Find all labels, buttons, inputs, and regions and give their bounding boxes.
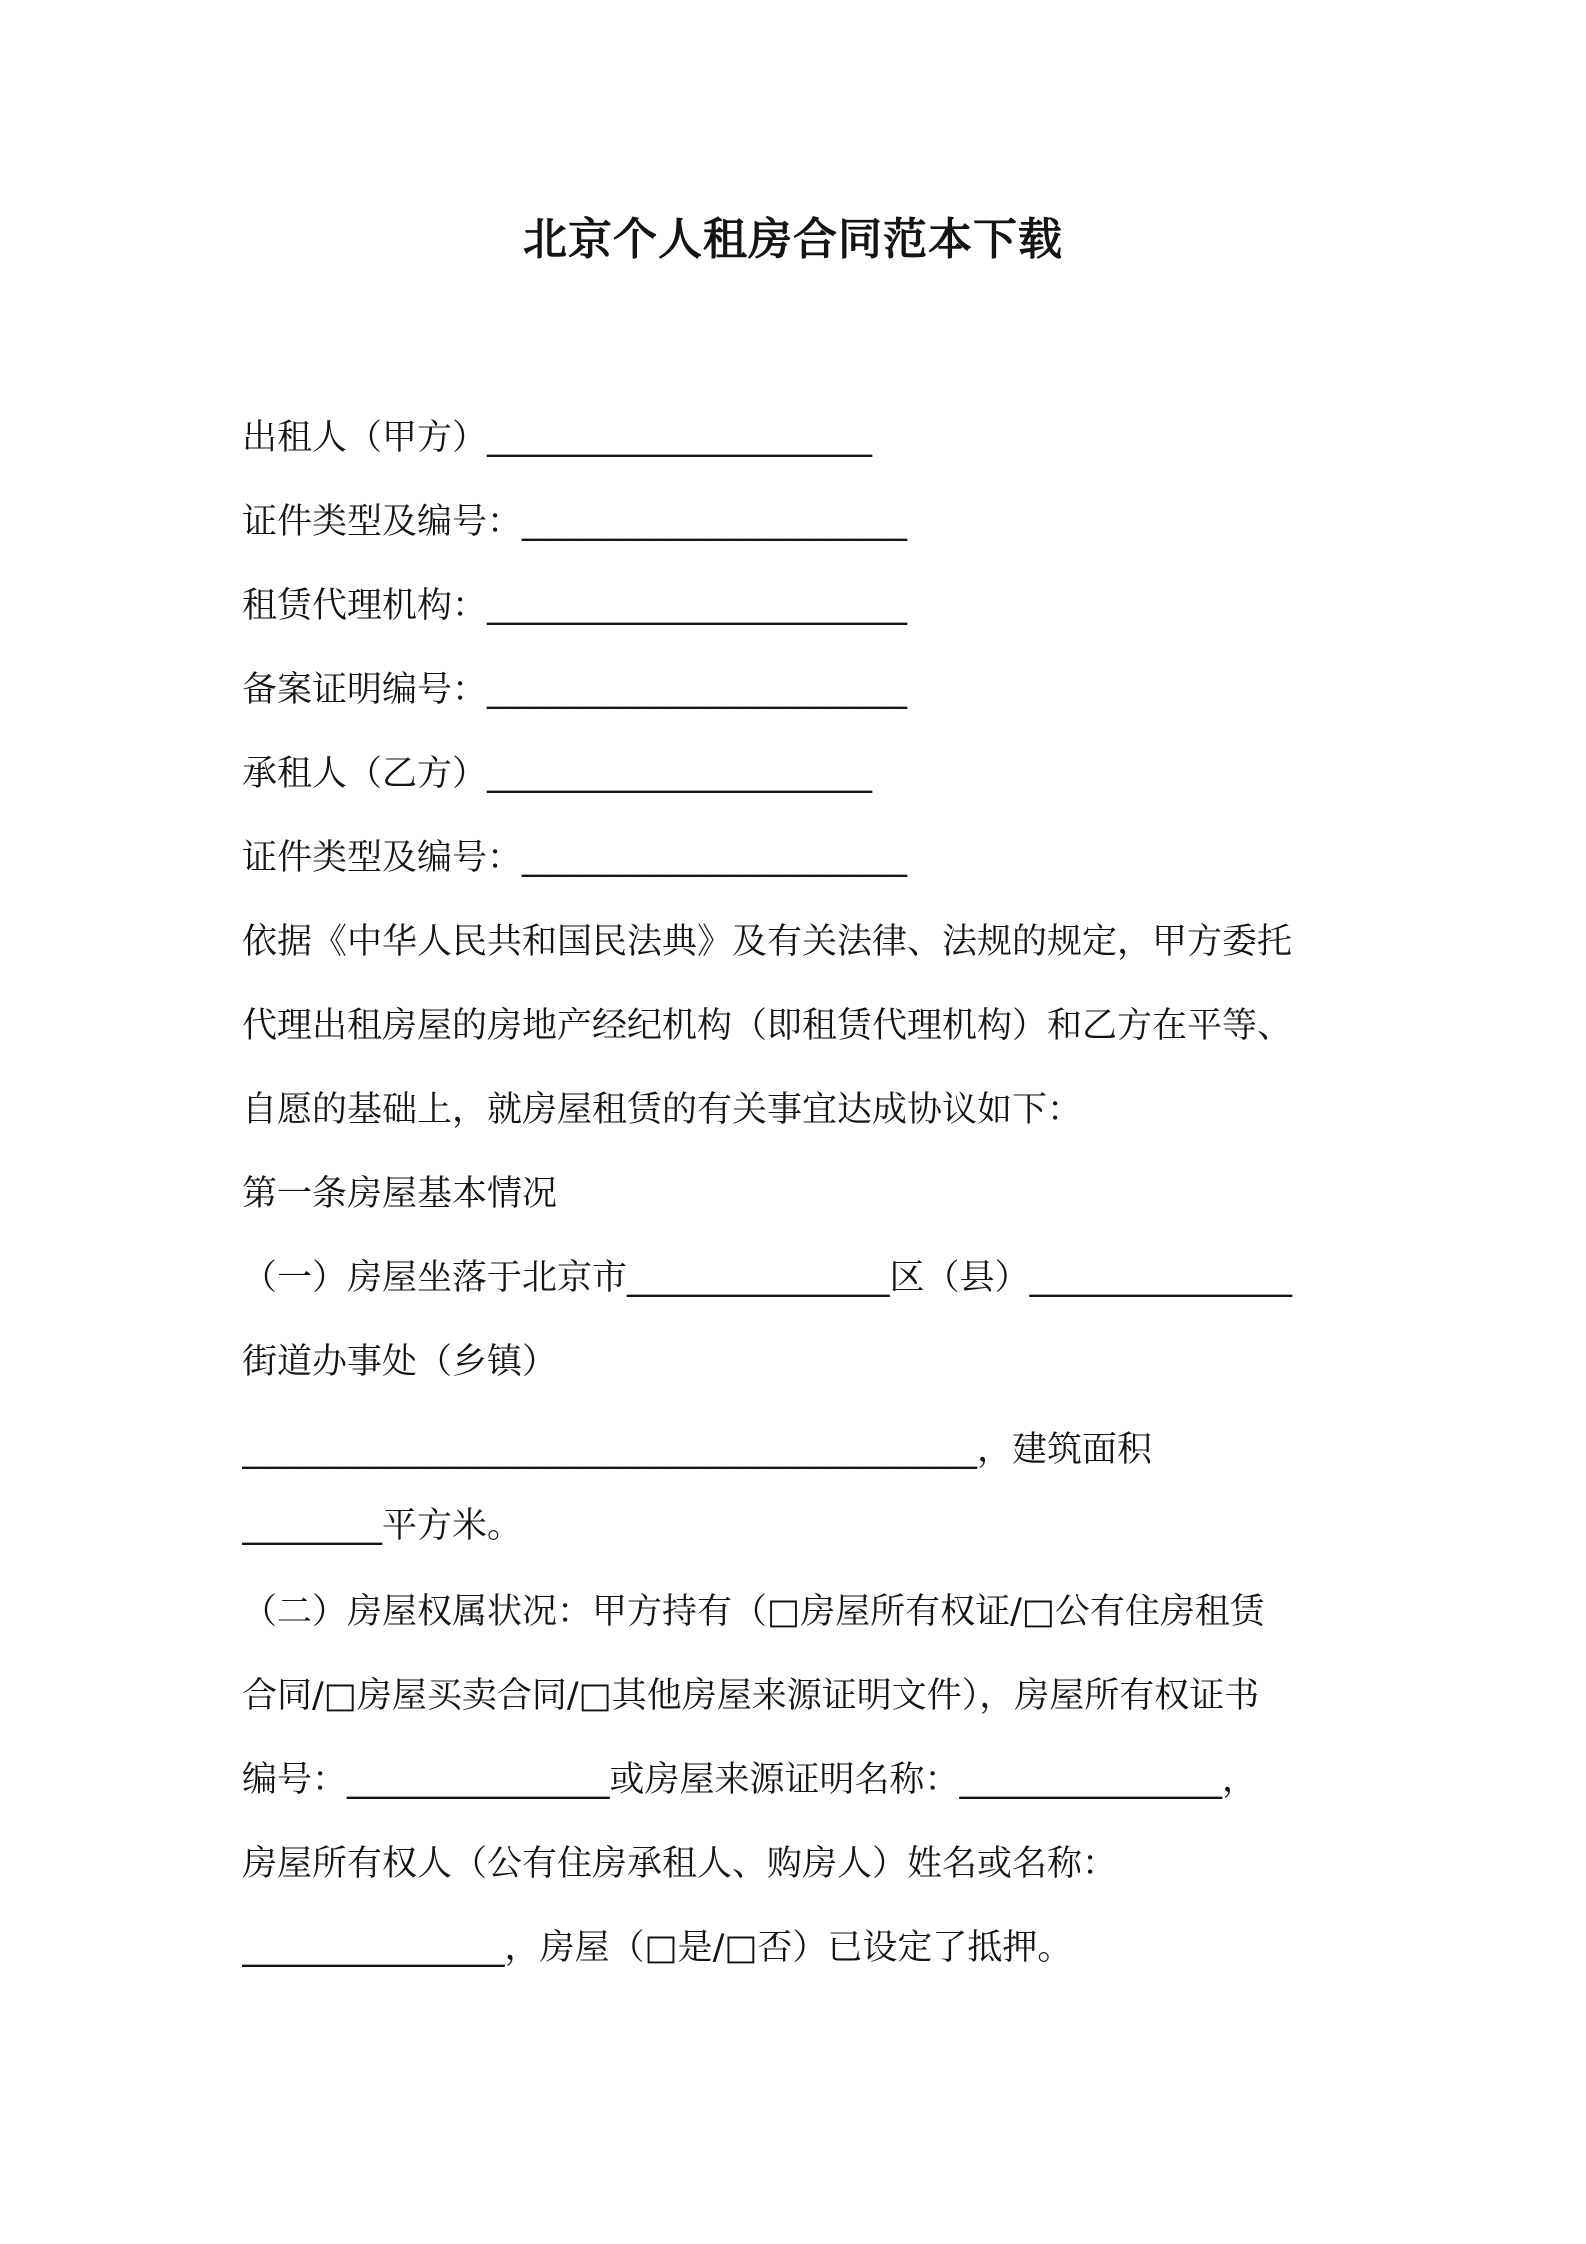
- square-meters-line: ________平方米。: [242, 1506, 523, 1546]
- certificate-number-line: 编号：_______________或房屋来源证明名称：_______________，: [242, 1760, 1258, 1800]
- ownership-line-2: 合同/□房屋买卖合同/□其他房屋来源证明文件），房屋所有权证书: [242, 1676, 1260, 1716]
- preamble-line-2: 代理出租房屋的房地产经纪机构（即租赁代理机构）和乙方在平等、: [242, 1006, 1293, 1046]
- ownership-line-1: （二）房屋权属状况：甲方持有（□房屋所有权证/□公有住房租赁: [242, 1592, 1265, 1632]
- subdistrict-line: 街道办事处（乡镇）: [242, 1342, 558, 1382]
- lessor-id-line: 证件类型及编号：______________________: [242, 502, 908, 542]
- lessee-id-line: 证件类型及编号：______________________: [242, 838, 908, 878]
- area-line: __________________________________________，建筑面积: [242, 1430, 1153, 1470]
- lessor-line: 出租人（甲方）______________________: [242, 418, 873, 458]
- preamble-line-3: 自愿的基础上，就房屋租赁的有关事宜达成协议如下：: [242, 1090, 1083, 1130]
- article-one-heading: 第一条房屋基本情况: [242, 1174, 558, 1214]
- mortgage-line: _______________，房屋（□是/□否）已设定了抵押。: [242, 1928, 1073, 1968]
- location-line: （一）房屋坐落于北京市_______________区（县）_______________: [242, 1258, 1293, 1298]
- document-title: 北京个人租房合同范本下载: [523, 214, 1063, 265]
- preamble-line-1: 依据《中华人民共和国民法典》及有关法律、法规的规定，甲方委托: [242, 922, 1293, 962]
- filing-number-line: 备案证明编号：________________________: [242, 670, 908, 710]
- agency-line: 租赁代理机构：________________________: [242, 586, 908, 626]
- lessee-line: 承租人（乙方）______________________: [242, 754, 873, 794]
- owner-name-line: 房屋所有权人（公有住房承租人、购房人）姓名或名称：: [242, 1844, 1118, 1884]
